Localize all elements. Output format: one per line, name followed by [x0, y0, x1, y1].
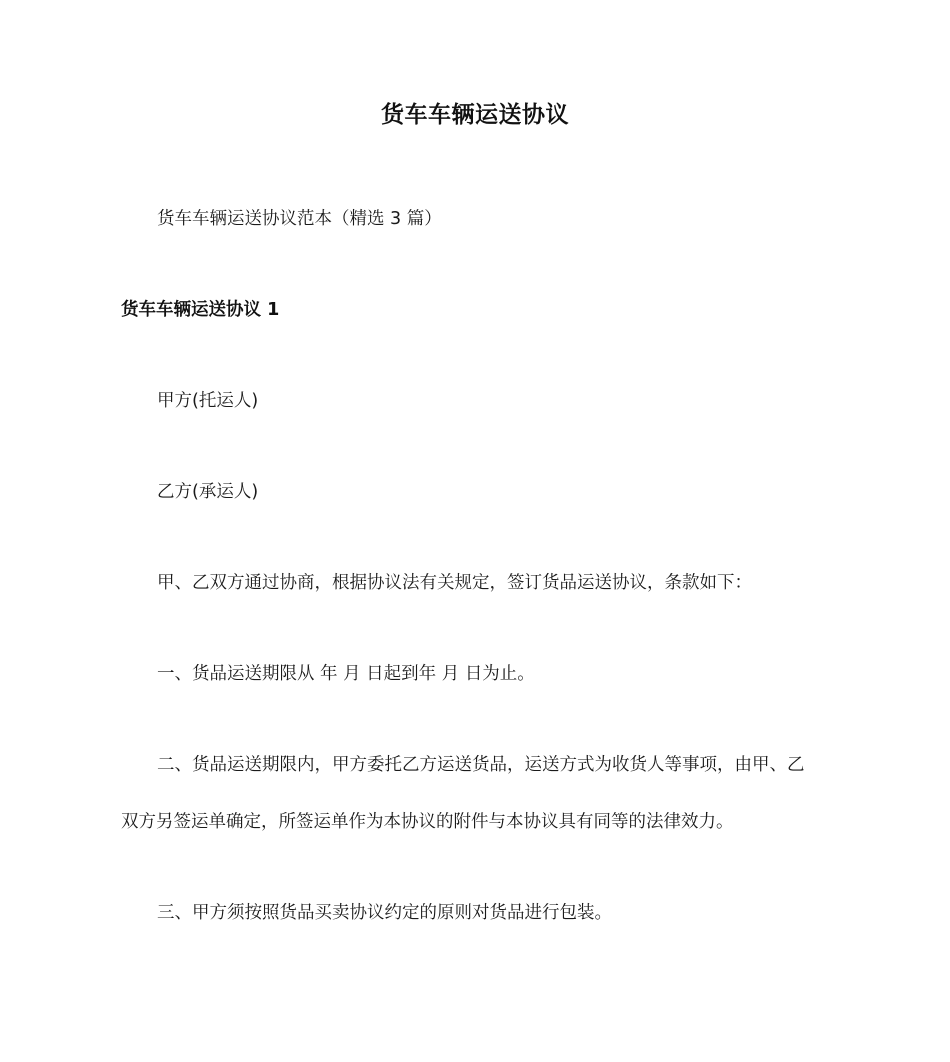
clause-2-line-2: 双方另签运单确定，所签运单作为本协议的附件与本协议具有同等的法律效力。	[121, 812, 734, 832]
document-subtitle: 货车车辆运送协议范本（精选 3 篇）	[157, 209, 442, 229]
party-a-label: 甲方(托运人)	[157, 391, 259, 411]
section-heading: 货车车辆运送协议 1	[121, 300, 280, 320]
clause-3: 三、甲方须按照货品买卖协议约定的原则对货品进行包装。	[157, 903, 612, 923]
clause-1: 一、货品运送期限从 年 月 日起到年 月 日为止。	[157, 664, 535, 684]
clause-2-line-1: 二、货品运送期限内，甲方委托乙方运送货品，运送方式为收货人等事项，由甲、乙	[157, 755, 805, 775]
intro-paragraph: 甲、乙双方通过协商，根据协议法有关规定，签订货品运送协议，条款如下：	[157, 573, 752, 593]
party-b-label: 乙方(承运人)	[157, 482, 259, 502]
document-title: 货车车辆运送协议	[381, 102, 569, 128]
